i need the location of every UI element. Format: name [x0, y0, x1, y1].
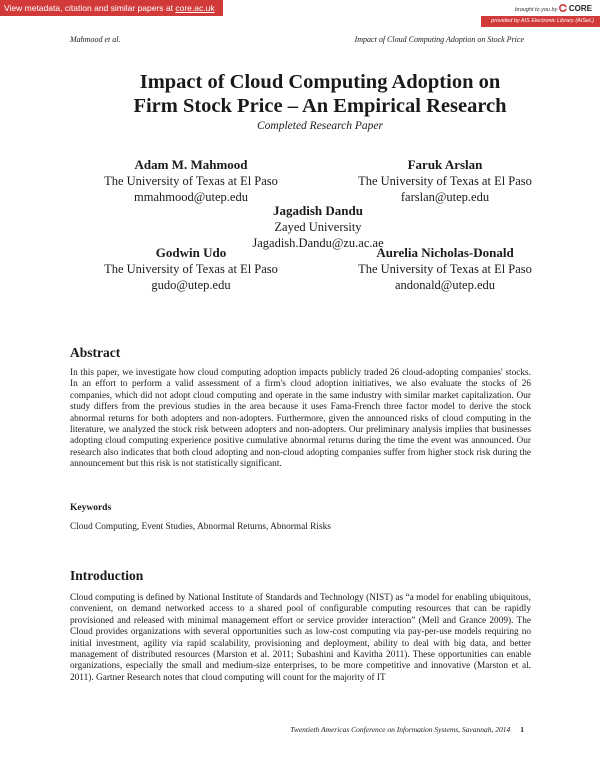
author-block	[76, 157, 306, 205]
author-email: farslan@utep.edu	[400, 190, 490, 204]
title-line-2: Firm Stock Price – An Empirical Research	[133, 95, 507, 117]
author-block	[76, 245, 306, 293]
author-email: andonald@utep.edu	[394, 278, 496, 292]
footer-conference: Twentieth Americas Conference on Information Systems, Savannah, 2014	[290, 725, 511, 734]
author-affiliation: Zayed University	[274, 220, 362, 234]
author-block	[330, 157, 560, 205]
author-affiliation: The University of Texas at El Paso	[104, 174, 278, 188]
core-metadata-link[interactable]	[0, 0, 223, 16]
author-block	[330, 245, 560, 293]
keywords-text: Cloud Computing, Event Studies, Abnormal Returns, Abnormal Risks	[70, 522, 331, 532]
running-header-left: Mahmood et al.	[70, 35, 121, 44]
provided-by-banner[interactable]	[481, 16, 600, 27]
abstract-text: In this paper, we investigate how cloud computing adoption impacts publicly traded 26 cloud-adopting companies' stocks. In an effort to perform a valid assessment of a firm's cloud adoption initiatives, we also evaluate the stocks of 26 companies, which did not adopt cloud computing and operate in the same industry with similar market capitalization. Our study differs from the previous studies in the area because it uses Fama-French three factor model to derive the stock abnormal returns for both adopters and non-adopters. Furthermore, given the announced risks of cloud computing in the literature, we analyzed the stock risk between adopters and non-adopters. Our preliminary analysis implies that businesses adopting cloud computing experience positive cumulative abnormal returns during the time the event was announced. Our research also indicates that both cloud adopting and non-cloud adopting companies suffer from higher stock risk during the announcement but this risk is not statistically significant.	[70, 368, 531, 470]
provided-by-text[interactable]: provided by AIS Electronic Library (AISeL)	[491, 18, 594, 24]
brought-by-text: brought to you by	[514, 7, 558, 13]
core-brought-by	[515, 4, 592, 13]
author-name: Faruk Arslan	[407, 157, 483, 172]
core-logo-text: CORE	[568, 4, 592, 13]
author-affiliation: The University of Texas at El Paso	[104, 262, 278, 276]
author-name: Adam M. Mahmood	[134, 157, 248, 172]
keywords-heading: Keywords	[70, 503, 112, 513]
author-affiliation: The University of Texas at El Paso	[358, 262, 532, 276]
author-block	[203, 203, 433, 251]
author-name: Aurelia Nicholas-Donald	[376, 245, 514, 260]
author-name: Jagadish Dandu	[273, 203, 363, 218]
author-name: Godwin Udo	[155, 245, 227, 260]
running-header-right: Impact of Cloud Computing Adoption on Stock Price	[354, 35, 524, 44]
author-affiliation: The University of Texas at El Paso	[358, 174, 532, 188]
paper-subtitle: Completed Research Paper	[256, 120, 384, 132]
abstract-heading: Abstract	[70, 345, 121, 360]
author-email: mmahmood@utep.edu	[134, 190, 248, 204]
title-line-1: Impact of Cloud Computing Adoption on	[139, 71, 501, 93]
page-number: 1	[520, 725, 524, 734]
author-email: Jagadish.Dandu@zu.ac.ae	[252, 236, 384, 250]
core-banner	[0, 0, 600, 28]
author-email: gudo@utep.edu	[151, 278, 231, 292]
introduction-heading: Introduction	[70, 568, 144, 583]
core-link-prefix[interactable]: View metadata, citation and similar papers at	[4, 3, 176, 13]
core-link-domain[interactable]: core.ac.uk	[175, 3, 215, 13]
introduction-text: Cloud computing is defined by National Institute of Standards and Technology (NIST) as “a model for enabling ubiquitous, convenient, on demand networked access to a shared pool of configurable computing resources that can be rapidly provisioned and released with minimal management effort or service provider interaction” (Mell and Grance 2009). The Cloud provides organizations with several opportunities such as low-cost computing via pay-per-use models requiring no initial investment, agility via rapid scalability, provisioning and deployment, ability to deal with big data, and better management of distributed resources (Marston et al. 2011; Subashini and Kavitha 2011). These opportunities can enable organizations, especially the small and medium-size enterprises, to be more competitive and innovative (Marston et al. 2011). Gartner Research notes that cloud computing will count for the majority of IT	[70, 593, 531, 683]
core-logo-icon	[559, 4, 567, 12]
paper-title	[40, 70, 600, 118]
page-footer	[290, 725, 524, 734]
